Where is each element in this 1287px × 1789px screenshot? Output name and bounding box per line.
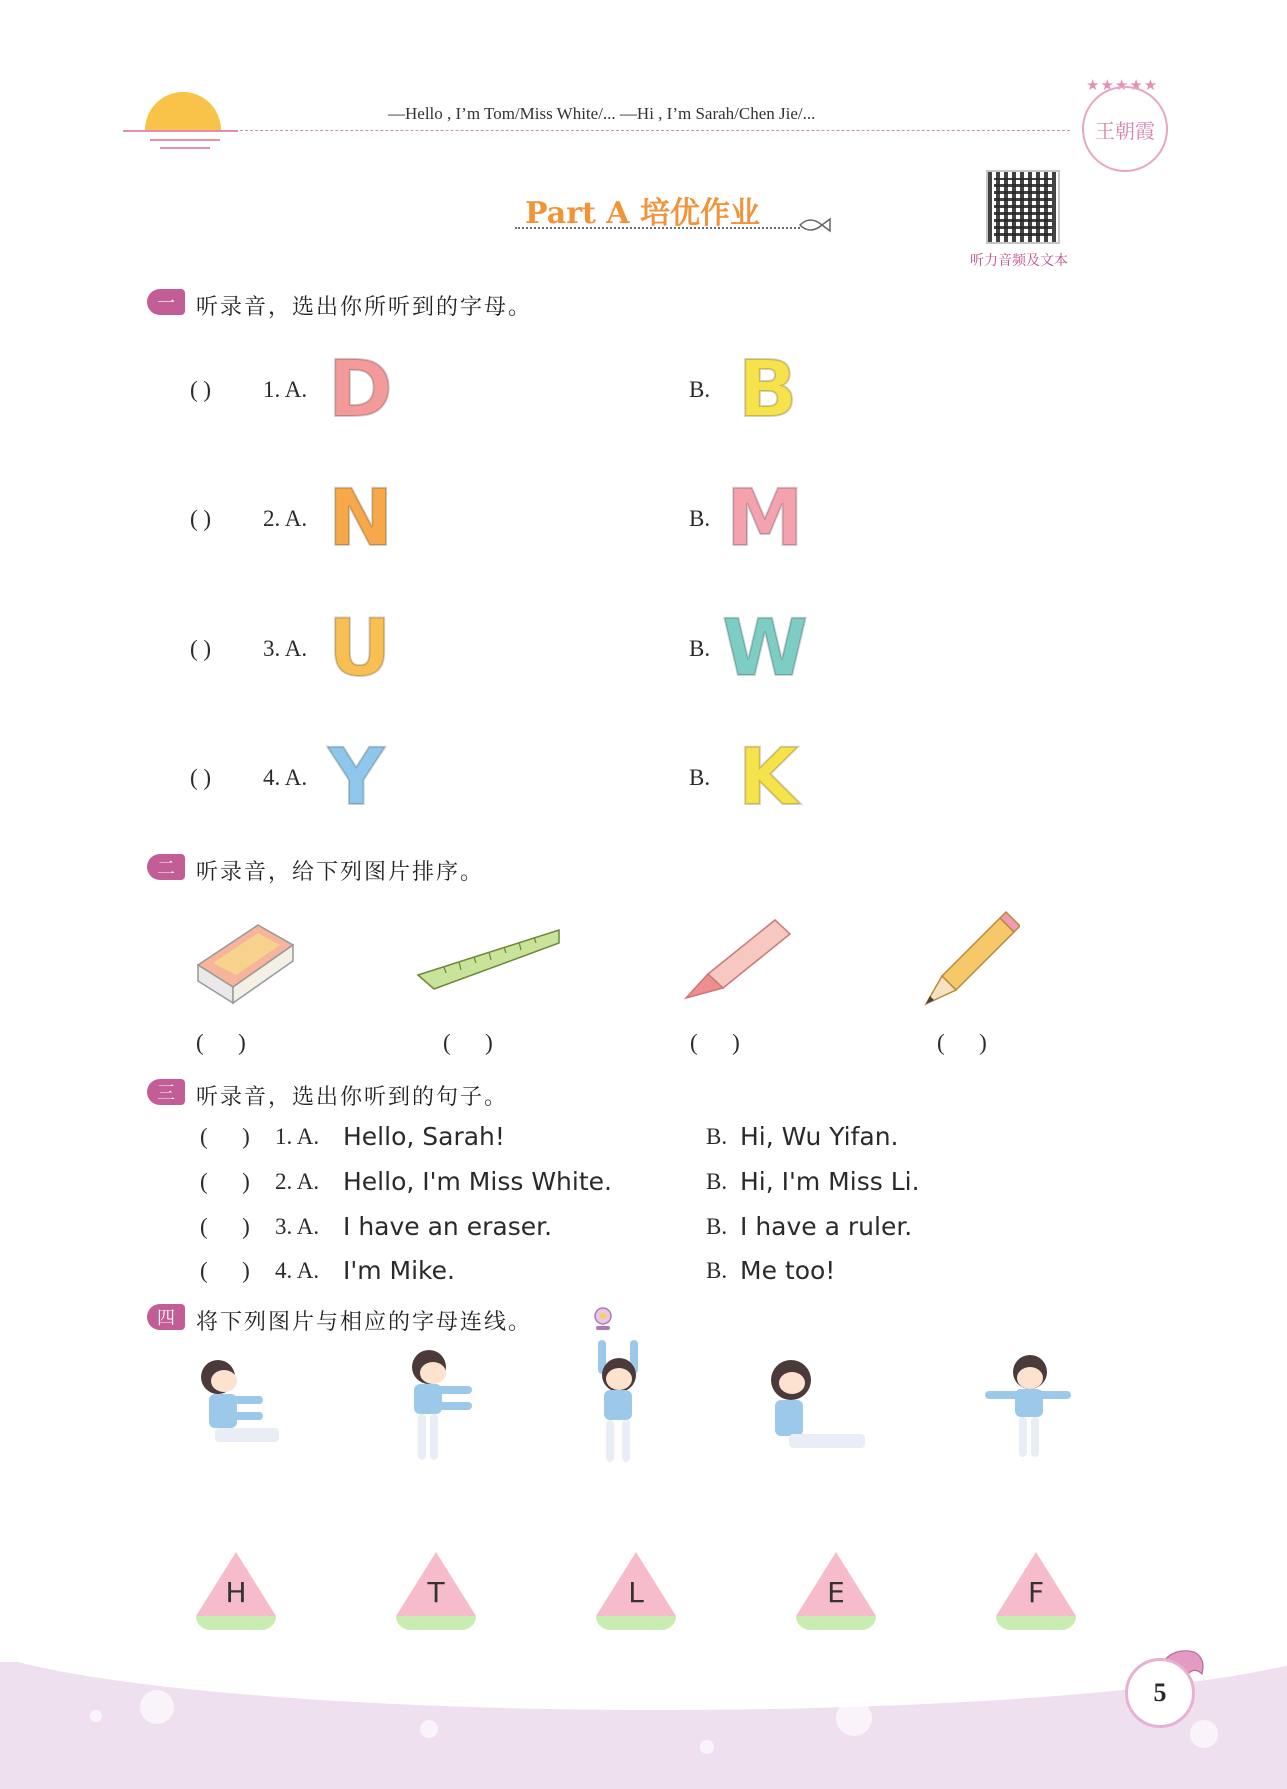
- letter-label: H: [225, 1576, 247, 1609]
- pencil-image: [920, 908, 1020, 1008]
- answer-blank[interactable]: ( ): [200, 1124, 250, 1149]
- letter-label: E: [827, 1576, 845, 1609]
- watermelon-slice[interactable]: [796, 1552, 876, 1630]
- section-title: 听录音，选出你所听到的字母。: [196, 295, 533, 320]
- letter-label: F: [1027, 1576, 1045, 1609]
- bubble-decoration: [140, 1690, 174, 1724]
- sentence-option-a[interactable]: Hello, I'm Miss White.: [343, 1167, 612, 1196]
- child-pose-image: [400, 1350, 480, 1470]
- section-badge: 一: [147, 289, 185, 315]
- section-title: 将下列图片与相应的字母连线。: [196, 1310, 533, 1335]
- ruler-image: [414, 925, 564, 995]
- child-pose-image: [985, 1355, 1075, 1465]
- question-number: 2. A.: [275, 1169, 320, 1194]
- option-b-label: B.: [689, 506, 711, 531]
- qr-code-icon[interactable]: [986, 170, 1060, 244]
- watermelon-slice[interactable]: [396, 1552, 476, 1630]
- letter-option-b[interactable]: M: [726, 474, 804, 564]
- logo-stars: ★★★★★: [1086, 76, 1159, 94]
- option-b-label: B.: [689, 765, 711, 790]
- sentence-option-a[interactable]: I'm Mike.: [343, 1256, 455, 1285]
- child-pose-image: [765, 1360, 875, 1460]
- letter-option-b[interactable]: K: [738, 733, 799, 823]
- answer-blank[interactable]: ( ): [200, 1169, 250, 1194]
- crayon-image: [680, 912, 795, 1002]
- letter-option-b[interactable]: B: [738, 345, 798, 435]
- child-pose-image: [592, 1340, 652, 1470]
- answer-blank[interactable]: ( ): [190, 765, 212, 790]
- sentence-option-b[interactable]: Hi, I'm Miss Li.: [740, 1167, 920, 1196]
- section-title: 听录音，选出你听到的句子。: [196, 1085, 509, 1110]
- sentence-option-a[interactable]: Hello, Sarah!: [343, 1122, 505, 1151]
- section-badge: 四: [147, 1304, 185, 1330]
- letter-option-a[interactable]: N: [328, 474, 394, 564]
- question-number: 2. A.: [263, 506, 308, 531]
- sun-decoration: [145, 92, 221, 132]
- child-pose-image: [195, 1360, 295, 1460]
- sentence-option-b[interactable]: Me too!: [740, 1256, 836, 1285]
- qr-label: 听力音频及文本: [970, 253, 1068, 269]
- section-title: 听录音，给下列图片排序。: [196, 860, 485, 885]
- publisher-logo: 王朝霞: [1082, 86, 1168, 172]
- part-title: Part A 培优作业: [525, 196, 761, 231]
- bubble-decoration: [1190, 1720, 1218, 1748]
- sentence-option-a[interactable]: I have an eraser.: [343, 1212, 553, 1241]
- letter-option-a[interactable]: Y: [328, 733, 385, 823]
- question-number: 3. A.: [263, 636, 308, 661]
- sun-line-decoration: [150, 139, 220, 141]
- answer-blank[interactable]: ( ): [443, 1030, 493, 1055]
- fish-icon: [796, 213, 832, 237]
- option-b-label: B.: [689, 636, 711, 661]
- letter-option-a[interactable]: U: [328, 604, 392, 694]
- letter-option-a[interactable]: D: [328, 345, 393, 435]
- option-b-label: B.: [689, 377, 711, 402]
- answer-blank[interactable]: ( ): [190, 377, 212, 402]
- watermelon-slice[interactable]: [196, 1552, 276, 1630]
- answer-blank[interactable]: ( ): [690, 1030, 740, 1055]
- sun-line-decoration: [160, 147, 210, 149]
- option-b-label: B.: [706, 1214, 728, 1239]
- letter-label: L: [628, 1576, 644, 1609]
- question-number: 1. A.: [263, 377, 308, 402]
- letter-option-b[interactable]: W: [722, 604, 809, 694]
- section-badge: 二: [147, 854, 185, 880]
- option-b-label: B.: [706, 1258, 728, 1283]
- eraser-image: [188, 905, 298, 1005]
- header-divider: [215, 130, 1070, 131]
- sentence-option-b[interactable]: I have a ruler.: [740, 1212, 913, 1241]
- header-dialogue: —Hello , I’m Tom/Miss White/... —Hi , I’m Sarah/Chen Jie/...: [388, 104, 816, 123]
- option-b-label: B.: [706, 1124, 728, 1149]
- question-number: 4. A.: [275, 1258, 320, 1283]
- sentence-option-b[interactable]: Hi, Wu Yifan.: [740, 1122, 899, 1151]
- answer-blank[interactable]: ( ): [937, 1030, 987, 1055]
- answer-blank[interactable]: ( ): [190, 636, 212, 661]
- letter-label: T: [427, 1576, 445, 1609]
- bubble-decoration: [420, 1720, 438, 1738]
- bubble-decoration: [836, 1700, 872, 1736]
- location-pin-icon: [592, 1306, 614, 1332]
- bubble-decoration: [700, 1740, 714, 1754]
- question-number: 4. A.: [263, 765, 308, 790]
- answer-blank[interactable]: ( ): [196, 1030, 246, 1055]
- answer-blank[interactable]: ( ): [190, 506, 212, 531]
- question-number: 3. A.: [275, 1214, 320, 1239]
- question-number: 1. A.: [275, 1124, 320, 1149]
- part-title-underline: [515, 227, 800, 229]
- answer-blank[interactable]: ( ): [200, 1214, 250, 1239]
- option-b-label: B.: [706, 1169, 728, 1194]
- watermelon-slice[interactable]: [596, 1552, 676, 1630]
- answer-blank[interactable]: ( ): [200, 1258, 250, 1283]
- section-badge: 三: [147, 1079, 185, 1105]
- page-number: 5: [1125, 1658, 1195, 1728]
- bubble-decoration: [90, 1710, 102, 1722]
- watermelon-slice[interactable]: [996, 1552, 1076, 1630]
